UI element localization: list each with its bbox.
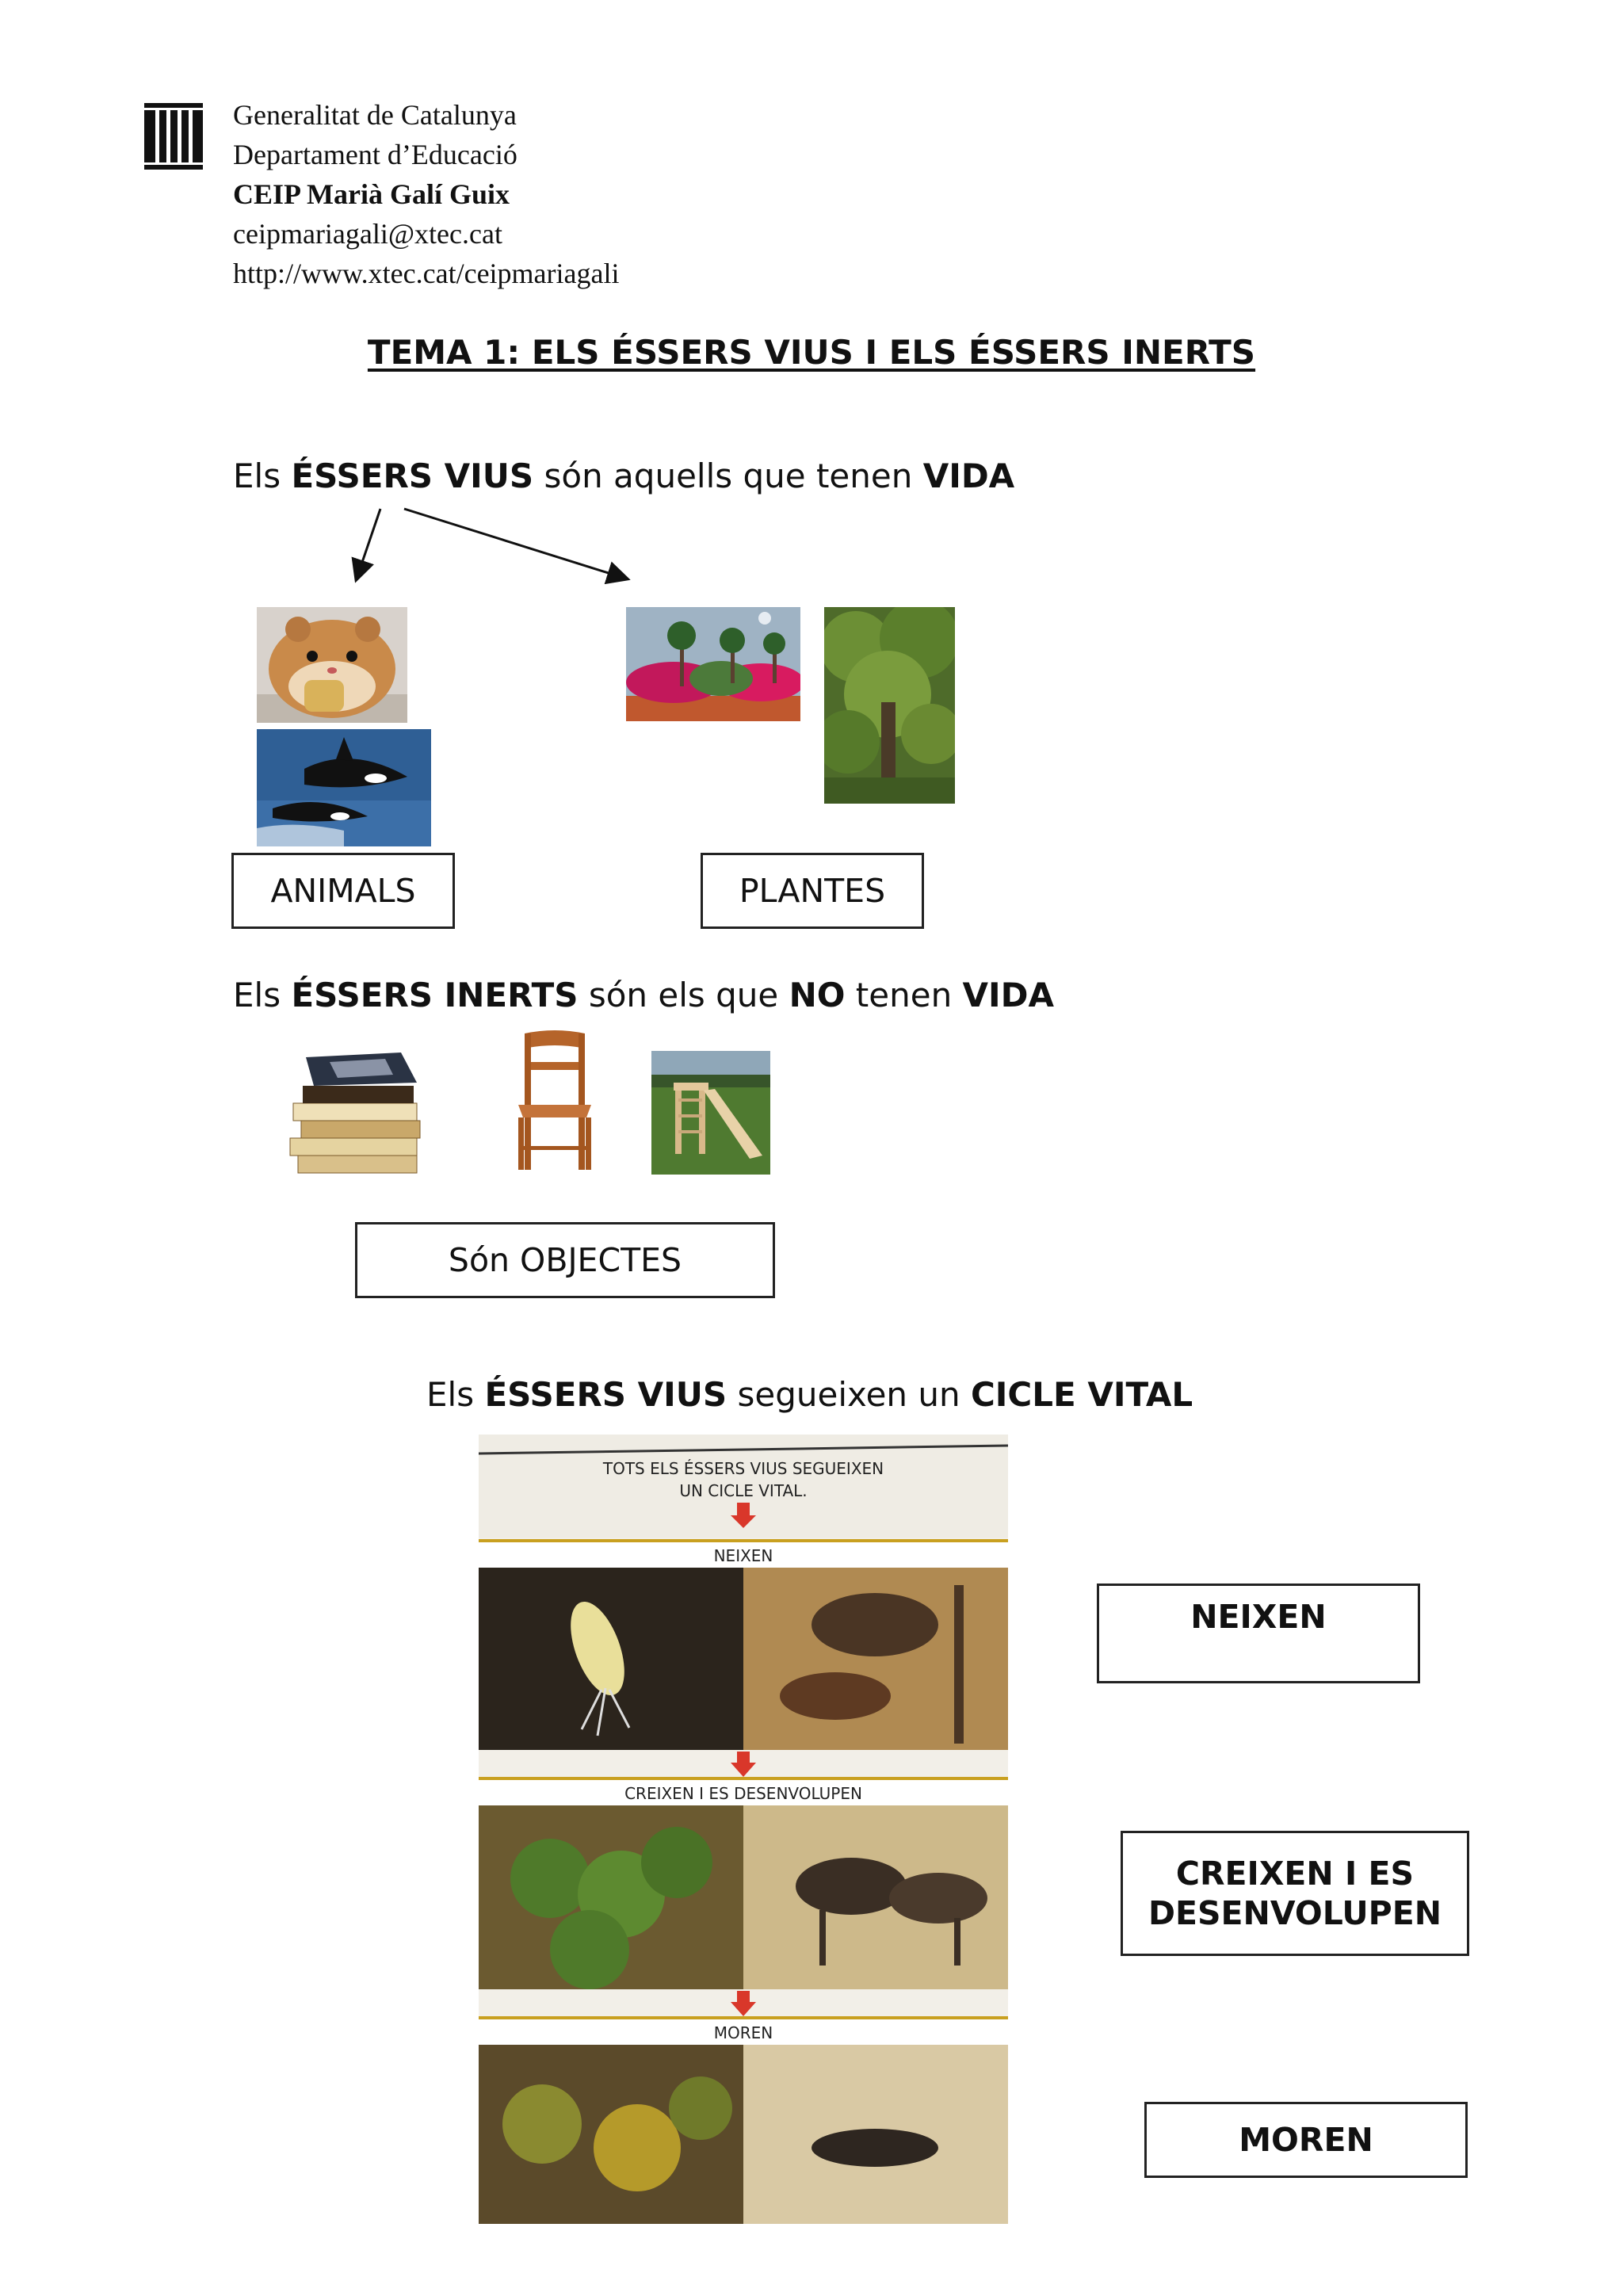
slide-photo	[651, 1051, 770, 1175]
palm-garden-photo	[626, 607, 800, 721]
tree-photo	[824, 607, 955, 804]
hamster-photo	[257, 607, 407, 723]
inert-sentence-bold: VIDA	[962, 976, 1055, 1014]
objects-box: Són OBJECTES	[355, 1222, 775, 1298]
header-school: CEIP Marià Galí Guix	[233, 178, 510, 210]
arrow-to-plants	[404, 509, 626, 579]
inert-sentence-part: tenen	[845, 976, 963, 1014]
header-url[interactable]: http://www.xtec.cat/ceipmariagali	[233, 258, 620, 289]
arrow-to-animals	[357, 509, 380, 579]
living-sentence-part: són aquells que tenen	[533, 457, 923, 495]
living-sentence-part: Els	[233, 457, 292, 495]
cycle-image-caption: TOTS ELS ÉSSERS VIUS SEGUEIXEN	[602, 1459, 884, 1478]
cycle-sentence	[426, 1375, 1193, 1414]
living-sentence-bold: ÉSSERS VIUS	[291, 457, 534, 495]
books-photo	[282, 1051, 433, 1182]
life-cycle-illustration	[479, 1435, 1008, 2224]
generalitat-logo	[144, 103, 203, 170]
cycle-sentence-part: segueixen un	[727, 1375, 971, 1414]
orca-photo	[257, 729, 431, 846]
stage-box-grow-line: CREIXEN I ES	[1175, 1855, 1415, 1893]
stage-box-grow	[1121, 1831, 1469, 1956]
plants-box: PLANTES	[701, 853, 924, 929]
stage-label-grow: CREIXEN I ES DESENVOLUPEN	[624, 1784, 862, 1803]
stage-box-die: MOREN	[1144, 2102, 1468, 2178]
inert-sentence-part: Els	[233, 976, 292, 1014]
stage-label-die: MOREN	[713, 2023, 773, 2042]
inert-sentence	[233, 976, 1054, 1014]
inert-sentence-bold: NO	[789, 976, 846, 1014]
animals-box: ANIMALS	[231, 853, 455, 929]
cycle-image-caption: UN CICLE VITAL.	[679, 1481, 808, 1500]
branch-arrows	[333, 499, 650, 586]
header-institution: Generalitat de Catalunya	[233, 99, 517, 131]
living-sentence	[233, 457, 1014, 495]
stage-label-born: NEIXEN	[713, 1546, 773, 1565]
living-sentence-bold: VIDA	[922, 457, 1015, 495]
page-title: TEMA 1: ELS ÉSSERS VIUS I ELS ÉSSERS INERTS	[367, 333, 1256, 372]
header-department: Departament d’Educació	[233, 139, 517, 170]
inert-sentence-part: són els que	[578, 976, 789, 1014]
stage-box-grow-line: DESENVOLUPEN	[1148, 1894, 1442, 1932]
cycle-sentence-bold: ÉSSERS VIUS	[484, 1375, 727, 1414]
inert-sentence-bold: ÉSSERS INERTS	[291, 976, 579, 1014]
header-email[interactable]: ceipmariagali@xtec.cat	[233, 218, 502, 250]
cycle-sentence-part: Els	[426, 1375, 485, 1414]
stage-box-born: NEIXEN	[1097, 1584, 1420, 1683]
cycle-sentence-bold: CICLE VITAL	[970, 1375, 1193, 1414]
chair-photo	[507, 1030, 602, 1170]
